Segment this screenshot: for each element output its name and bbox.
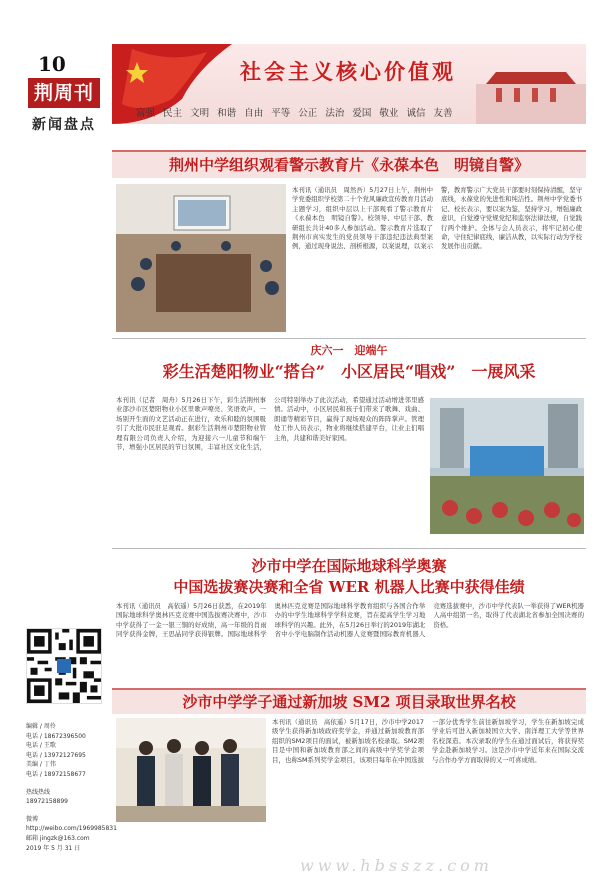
value-item: 友善 <box>433 108 453 119</box>
section-name: 新闻盘点 <box>32 117 96 133</box>
email[interactable]: 邮箱 jingzk@163.com <box>26 834 90 842</box>
page-number: 10 <box>38 52 66 76</box>
article2-photo <box>430 398 584 534</box>
value-item: 文明 <box>190 108 210 119</box>
value-item: 和谐 <box>217 108 237 119</box>
core-values-list <box>136 105 458 119</box>
value-item: 民主 <box>163 108 183 119</box>
hotline-phone: 18972158899 <box>26 798 68 806</box>
article4-headline: 沙市中学学子通过新加坡 SM2 项目录取世界名校 <box>112 688 586 714</box>
editor-label: 编辑 / 周伶 <box>26 723 56 730</box>
value-item: 自由 <box>244 108 264 119</box>
masthead-sidebar <box>0 0 117 892</box>
article4-photo <box>116 718 266 822</box>
value-item: 诚信 <box>406 108 426 119</box>
weibo-label: 微博 <box>26 815 39 823</box>
palace-icon <box>466 44 586 124</box>
qr-code-icon <box>27 629 101 703</box>
value-item: 公正 <box>298 108 318 119</box>
article3-headline-line1: 沙市中学在国际地球科学奥赛 <box>251 557 447 575</box>
article1-headline: 荆州中学组织观看警示教育片《永葆本色 明镜自警》 <box>112 150 586 178</box>
article1-body: 本刊讯（通讯员 周然吾）5月27日上午，荆州中学党委组织学校第二十个党风廉政宣传教育月活动主题学习，组织中层以上干部观看了警示教育片《永葆本色 明镜自警》。校领导、中层干部、教研组长共计40多人参加活动。警示教育片选取了荆州市真实发生的党员领导干部违纪违法典型案例，通过现身说法、剖析根源，以案说理，以案示警，教育警示广大党员干部要时刻保持清醒，坚守底线，永葆党的先进性和纯洁性。荆州中学党委书记、校长表示，要以案为鉴，坚持学习，增强廉政意识，自觉遵守党规党纪和监察法律法规，自觉践行两个维护。全体与会人员表示，将牢记初心使命，守住纪律底线，廉洁从教，以实际行动为学校发展作出贡献。 <box>292 186 582 251</box>
editor-phone: 电话 / 18672396500 <box>26 732 86 740</box>
hotline-label: 热线热线 <box>26 788 51 796</box>
article3-headline <box>112 556 586 598</box>
value-item: 平等 <box>271 108 291 119</box>
article2-headline: 彩生活楚阳物业“搭台” 小区居民“唱戏” 一展风采 <box>162 362 536 381</box>
section-divider <box>112 548 586 549</box>
staff-credits <box>26 722 117 853</box>
reporter-label: 电话 / 王歌 <box>26 742 56 750</box>
value-item: 爱国 <box>352 108 372 119</box>
masthead-title: 荆周刊 <box>28 78 100 108</box>
article4-body: 本刊讯（通讯员 高依遥）5月17日，沙市中学2017级学生获得新加坡政府奖学金，并通过新加坡教育部组织的SM2项目的面试，被新加坡名校录取。SM2项目是中国和新加坡教育部之间的高级中学奖学金项目，也称SM系列奖学金项目，该项目每年在中国选拔一部分优秀学生前往新加坡学习，学生在新加坡完成学业后可进入新加坡国立大学、南洋理工大学等世界名校深造。本次录取的学生在通过面试后，将获得奖学金赴新加坡学习。这是沙市中学近年来在国际交流与合作办学方面取得的又一可喜成绩。 <box>272 718 584 764</box>
design-label: 美编 / 丁伟 <box>26 761 56 769</box>
issue-date: 2019 年 5 月 31 日 <box>26 844 81 852</box>
article3-headline-line2: 中国选拔赛决赛和全省 WER 机器人比赛中获得佳绩 <box>173 578 525 596</box>
stage-performance-photo-icon <box>430 398 584 534</box>
article3-body: 本刊讯（通讯员 高依遥）5月26日获悉，在2019年国际地球科学奥林匹克竞赛中国选拔赛决赛中，沙市中学获得了一金一银三铜的好成绩，高一年级的肖雨同学获得金牌，王思晶同学获得银牌。国际地球科学奥林匹克竞赛是国际地球科学教育组织与各国合作举办的中学生地球科学学科竞赛，旨在提高学生学习地球科学的兴趣。此外，在5月26日举行的2019年湖北省中小学电脑制作活动机器人竞赛暨国际教育机器人竞赛选拔赛中，沙市中学代表队一举获得了WER机器人高中组第一名，取得了代表湖北省参加全国决赛的资格。 <box>116 602 584 639</box>
value-item: 法治 <box>325 108 345 119</box>
design-phone: 电话 / 18972158677 <box>26 770 86 778</box>
meeting-room-photo-icon <box>116 184 286 332</box>
value-item: 敬业 <box>379 108 399 119</box>
qr-code <box>26 628 102 704</box>
value-item: 富强 <box>136 108 156 119</box>
banner-title: 社会主义核心价值观 <box>240 59 456 84</box>
article2-kicker: 庆六一 迎端午 <box>310 344 388 357</box>
weibo-url[interactable]: http://weibo.com/1969985831 <box>26 825 117 833</box>
article1-photo <box>116 184 286 332</box>
reporter-phone: 电话 / 13972127695 <box>26 751 86 759</box>
core-values-banner <box>112 44 586 124</box>
students-group-photo-icon <box>116 718 266 822</box>
watermark: www.hbsszz.com <box>300 856 493 875</box>
section-divider <box>112 338 586 339</box>
article2-body: 本刊讯（记者 周舟）5月26日下午，彩生活荆州事业部沙市区楚阳物业小区里歌声嘹亮、笑语欢声，一场别开生面的文艺活动正在进行，欢乐和睦的氛围吸引了大批市民驻足观看。据彩生活荆州市楚阳物业管理有限公司负责人介绍，为迎接六一儿童节和端午节，增强小区居民的节日氛围，丰富社区文化生活，公司特别举办了此次活动，希望通过活动增进邻里感情。活动中，小区居民和孩子们带来了歌舞、戏曲、朗诵等精彩节目，赢得了现场观众的阵阵掌声。管理处工作人员表示，物业将继续搭建平台，让业主们唱主角，共建和谐美好家园。 <box>116 396 424 452</box>
